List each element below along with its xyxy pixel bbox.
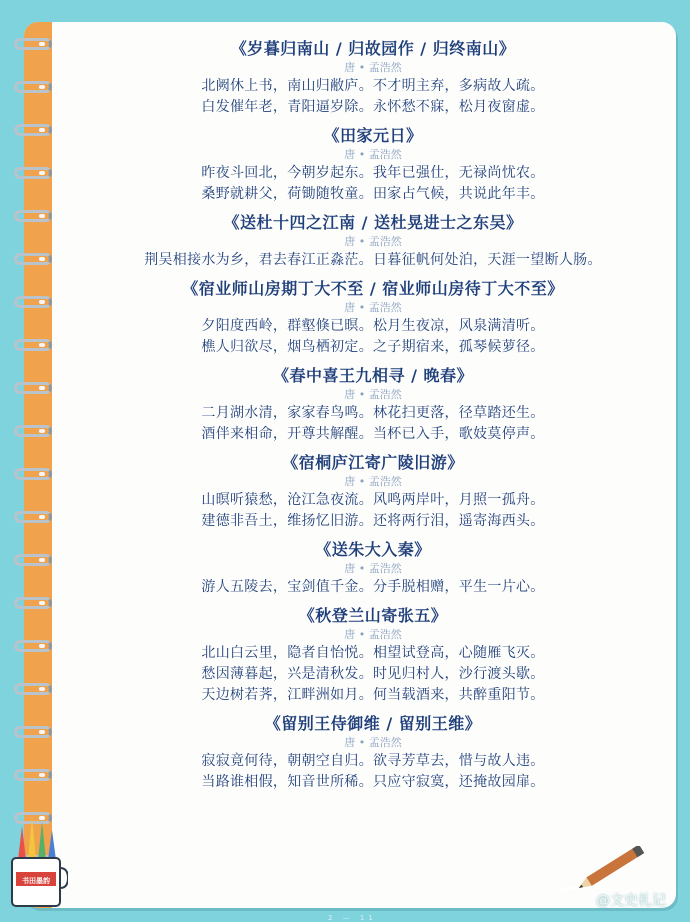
poem-title: 《送朱大入秦》 — [315, 540, 431, 559]
poem-block — [68, 212, 678, 271]
spiral-ring-icon — [14, 124, 52, 136]
cup-label: 书田墨韵 — [22, 877, 50, 885]
poem-block — [68, 365, 678, 445]
poem-list — [68, 38, 678, 800]
spiral-ring-icon — [14, 210, 52, 222]
poem-author: 唐 • 孟浩然 — [344, 388, 402, 401]
spiral-ring-icon — [14, 769, 52, 781]
poem-line: 樵人归欲尽，烟鸟栖初定。之子期宿来，孤琴候萝径。 — [201, 339, 545, 355]
spiral-ring-icon — [14, 511, 52, 523]
poem-author: 唐 • 孟浩然 — [344, 562, 402, 575]
poem-author: 唐 • 孟浩然 — [344, 148, 402, 161]
poem-title: 《秋登兰山寄张五》 — [298, 606, 448, 625]
spiral-ring-icon — [14, 683, 52, 695]
poem-line: 北阙休上书，南山归敝庐。不才明主弃，多病故人疏。 — [201, 78, 545, 94]
poem-line: 荆吴相接水为乡，君去春江正淼茫。日暮征帆何处泊，天涯一望断人肠。 — [144, 252, 602, 268]
spiral-ring-icon — [14, 38, 52, 50]
poem-line: 愁因薄暮起，兴是清秋发。时见归村人，沙行渡头歇。 — [201, 666, 545, 682]
poem-line: 昨夜斗回北，今朝岁起东。我年已强仕，无禄尚忧农。 — [201, 165, 545, 181]
poem-title: 《送杜十四之江南 / 送杜晃进士之东吴》 — [223, 213, 523, 232]
poem-author: 唐 • 孟浩然 — [344, 301, 402, 314]
poem-line: 山暝听猿愁，沧江急夜流。风鸣两岸叶，月照一孤舟。 — [201, 492, 545, 508]
spiral-ring-icon — [14, 554, 52, 566]
poem-author: 唐 • 孟浩然 — [344, 61, 402, 74]
poem-line: 夕阳度西岭，群壑倏已暝。松月生夜凉，风泉满清听。 — [201, 318, 545, 334]
spiral-ring-icon — [14, 253, 52, 265]
poem-line: 建德非吾土，维扬忆旧游。还将两行泪，遥寄海西头。 — [201, 513, 545, 529]
poem-line: 桑野就耕父，荷锄随牧童。田家占气候，共说此年丰。 — [201, 186, 545, 202]
poem-line: 白发催年老，青阳逼岁除。永怀愁不寐，松月夜窗虚。 — [201, 99, 545, 115]
poem-author: 唐 • 孟浩然 — [344, 736, 402, 749]
poem-block — [68, 125, 678, 205]
poem-author: 唐 • 孟浩然 — [344, 475, 402, 488]
poem-author: 唐 • 孟浩然 — [344, 235, 402, 248]
poem-title: 《留别王侍御维 / 留别王维》 — [264, 714, 482, 733]
poem-line: 酒伴来相命，开尊共解醒。当杯已入手，歌妓莫停声。 — [201, 426, 545, 442]
spiral-ring-icon — [14, 597, 52, 609]
poem-line: 当路谁相假，知音世所稀。只应守寂寞，还掩故园扉。 — [201, 774, 545, 790]
page-background — [8, 8, 682, 922]
poem-author: 唐 • 孟浩然 — [344, 628, 402, 641]
poem-line: 游人五陵去，宝剑值千金。分手脱相赠，平生一片心。 — [201, 579, 545, 595]
spiral-ring-icon — [14, 339, 52, 351]
watermark: @文史札记 — [596, 893, 666, 909]
poem-block — [68, 539, 678, 598]
poem-block — [68, 605, 678, 706]
spiral-ring-icon — [14, 425, 52, 437]
poem-line: 天边树若荠，江畔洲如月。何当载酒来，共醉重阳节。 — [201, 687, 545, 703]
poem-block — [68, 452, 678, 532]
spiral-ring-icon — [14, 81, 52, 93]
poem-title: 《田家元日》 — [323, 126, 423, 145]
spiral-ring-icon — [14, 468, 52, 480]
poem-title: 《春中喜王九相寻 / 晚春》 — [273, 366, 473, 385]
page-indicator: 2 — 11 — [328, 914, 377, 922]
spiral-ring-icon — [14, 296, 52, 308]
pencil-cup-icon — [8, 808, 68, 918]
poem-block — [68, 278, 678, 358]
poem-line: 二月湖水清，家家春鸟鸣。林花扫更落，径草踏还生。 — [201, 405, 545, 421]
pencil-icon — [556, 846, 656, 896]
spiral-ring-icon — [14, 726, 52, 738]
poem-title: 《宿桐庐江寄广陵旧游》 — [282, 453, 464, 472]
poem-title: 《岁暮归南山 / 归故园作 / 归终南山》 — [230, 39, 516, 58]
spiral-ring-icon — [14, 382, 52, 394]
poem-title: 《宿业师山房期丁大不至 / 宿业师山房待丁大不至》 — [182, 279, 564, 298]
poem-line: 寂寂竟何待，朝朝空自归。欲寻芳草去，惜与故人违。 — [201, 753, 545, 769]
poem-line: 北山白云里，隐者自怡悦。相望试登高，心随雁飞灭。 — [201, 645, 545, 661]
poem-block — [68, 713, 678, 793]
spiral-ring-icon — [14, 167, 52, 179]
spiral-ring-icon — [14, 640, 52, 652]
poem-block — [68, 38, 678, 118]
